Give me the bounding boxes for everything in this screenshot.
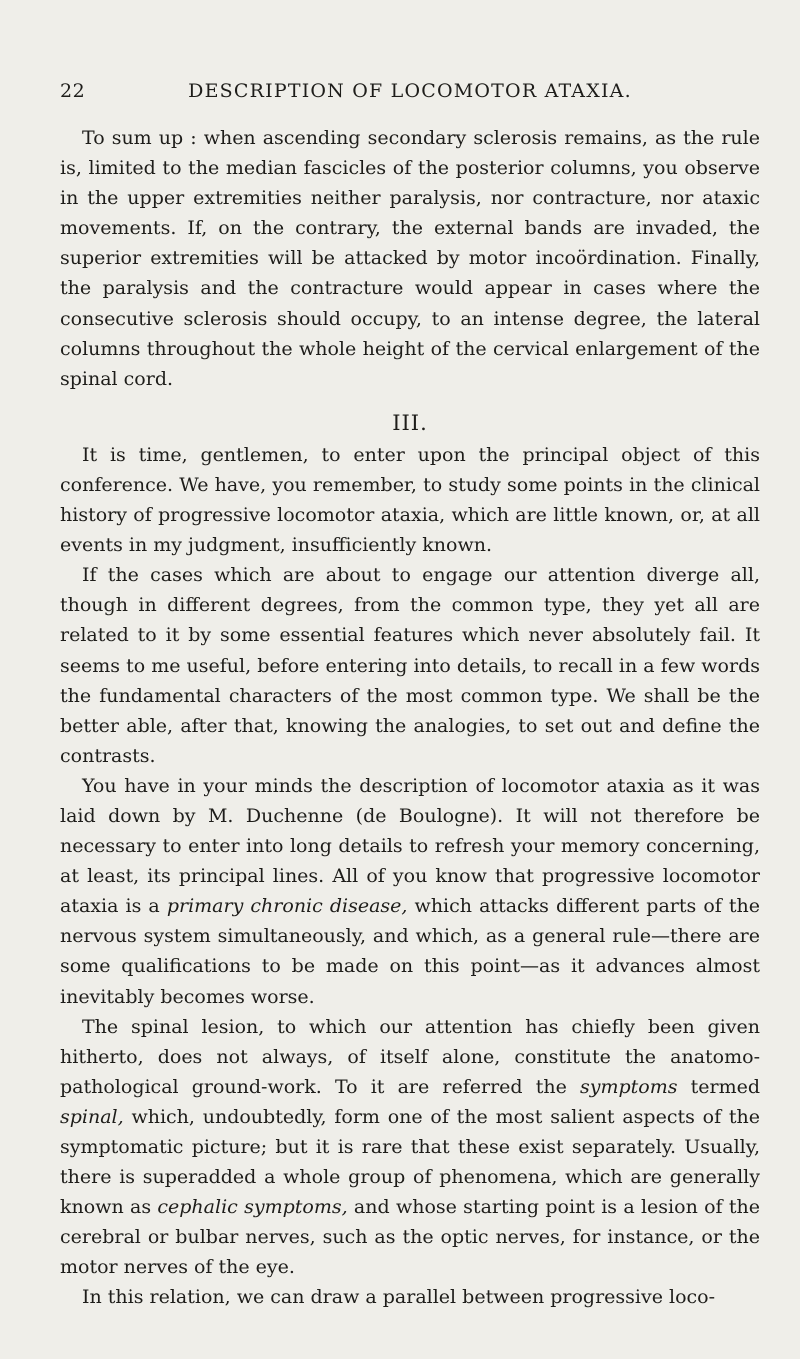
- paragraph-duchenne: [60, 771, 760, 1012]
- section-heading: III.: [392, 410, 428, 435]
- paragraph-intro: It is time, gentlemen, to enter upon the principal object of this conference. We have, you remember, to study some points in the clinical history of progressive locomotor ataxia, which are little known, or, at all events in my judgment, insufficiently known.: [60, 443, 760, 557]
- text-run: The spinal lesion, to which our attention has chiefly been given hitherto, does not always, of itself alone, constitute the anatomo-pathological ground-work. To it are referred the: [60, 1015, 760, 1098]
- paragraph-common-type: If the cases which are about to engage our attention diverge all, though in different degrees, from the common type, they yet all are related to it by some essential features which never absolutely fail. It seems to me useful, before entering into details, to recall in a few words the fundamental characters of the most common type. We shall be the better able, after that, knowing the analogies, to set out and define the contrasts.: [60, 564, 760, 767]
- running-title: DESCRIPTION OF LOCOMOTOR ATAXIA.: [188, 80, 632, 102]
- page-header: [60, 80, 760, 110]
- emphasis-text: primary chronic disease,: [166, 895, 408, 918]
- text-run: You have in your minds the description of locomotor ataxia as it was laid down by M. Duchenne (de Boulogne). It will not therefore be necessary to enter into long details to refresh your memory concerning, at least, its principal lines. All of you know that progressive locomotor ataxia is a: [60, 774, 760, 918]
- emphasis-text: spinal,: [60, 1105, 124, 1128]
- text-run: which, undoubtedly, form one of the most salient aspects of the symptomatic picture; but it is rare that these exist separately. Usually, there is superadded a whole group of phenomena, which are generally known as: [60, 1105, 760, 1219]
- emphasis-text: symptoms: [579, 1075, 678, 1098]
- text-run: which attacks different parts of the nervous system simultaneously, and which, as a general rule—there are some qualifications to be made on this point—as it advances almost inevitably becomes worse.: [60, 895, 761, 1008]
- body-text: [60, 123, 760, 1313]
- text-run: termed: [677, 1075, 760, 1098]
- paragraph-summary: To sum up : when ascending secondary sclerosis remains, as the rule is, limited to the median fascicles of the posterior columns, you observe in the upper extremities neither paralysis, nor contracture, nor ataxic movements. If, on the contrary, the external bands are invaded, the superior extremities will be attacked by motor incoördination. Finally, the paralysis and the contracture would appear in cases where the consecutive sclerosis should occupy, to an intense degree, the lateral columns throughout the whole height of the cervical enlargement of the spinal cord.: [60, 127, 760, 390]
- emphasis-text: cephalic symptoms,: [157, 1196, 348, 1219]
- paragraph-parallel: In this relation, we can draw a parallel between progressive loco-: [82, 1286, 716, 1309]
- paragraph-spinal-lesion: [60, 1012, 760, 1283]
- text-run: and whose starting point is a lesion of the cerebral or bulbar nerves, such as the optic nerves, for instance, or the motor nerves of the eye.: [60, 1196, 760, 1279]
- page-number: 22: [60, 80, 86, 102]
